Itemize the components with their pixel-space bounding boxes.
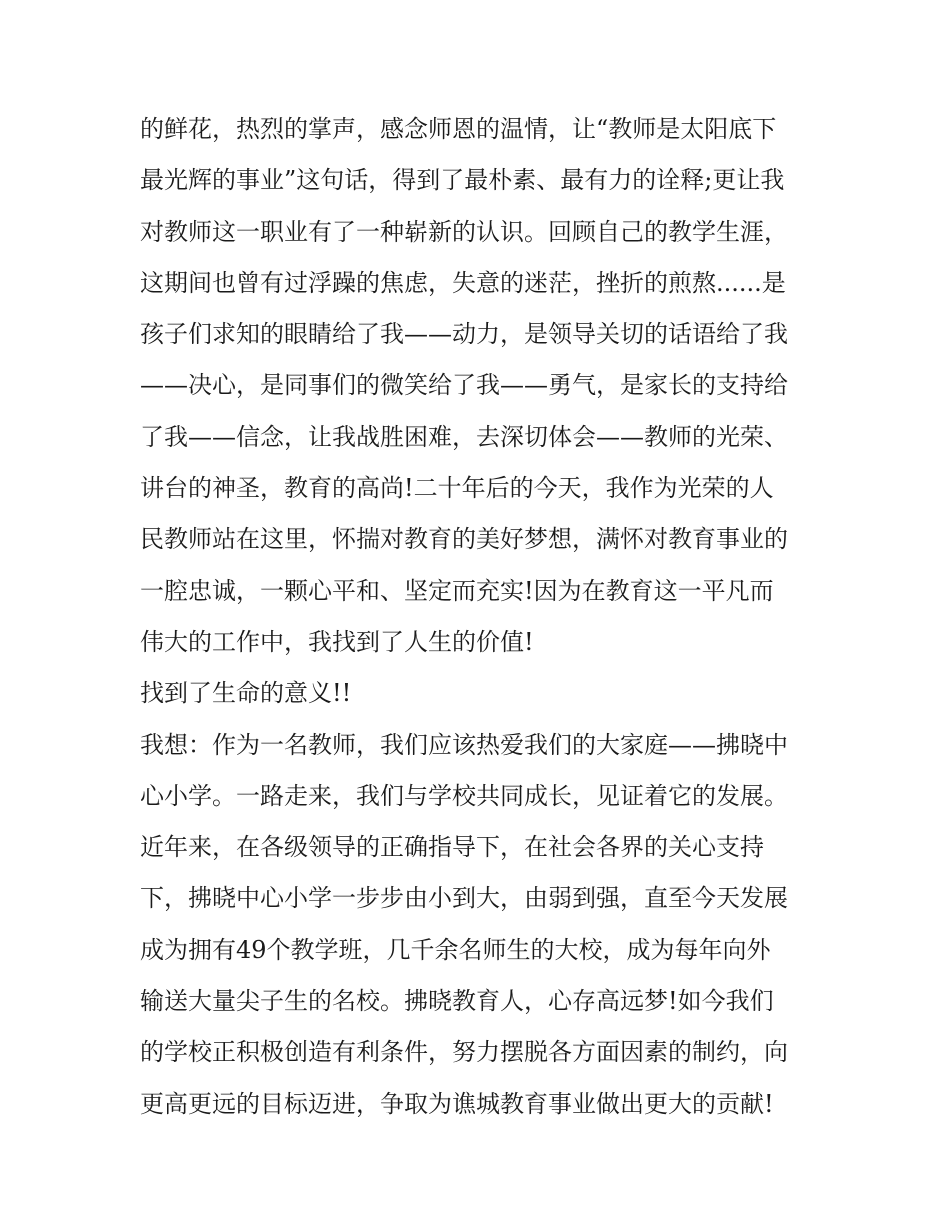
text-line: 最光辉的事业”这句话，得到了最朴素、最有力的诠释;更让我 — [140, 166, 785, 195]
text-line: 了我——信念，让我战胜困难，去深切体会——教师的光荣、 — [140, 422, 788, 451]
text-line: 近年来，在各级领导的正确指导下，在社会各界的关心支持 — [140, 833, 764, 862]
text-line: 心小学。一路走来，我们与学校共同成长，见证着它的发展。 — [140, 781, 788, 810]
text-line: 的鲜花，热烈的掌声，感念师恩的温情，让“教师是太阳底下 — [140, 115, 777, 143]
text-line: 这期间也曾有过浮躁的焦虑，失意的迷茫，挫折的煎熬......是 — [140, 268, 786, 297]
text-line: 伟大的工作中，我找到了人生的价值! — [140, 627, 534, 656]
text-line: 对教师这一职业有了一种崭新的认识。回顾自己的教学生涯， — [140, 217, 788, 246]
text-line: 下，拂晓中心小学一步步由小到大，由弱到强，直至今天发展 — [140, 884, 788, 913]
text-line: 讲台的神圣，教育的高尚!二十年后的今天，我作为光荣的人 — [140, 474, 774, 503]
text-line: 更高更远的目标迈进，争取为谯城教育事业做出更大的贡献! — [140, 1089, 774, 1118]
text-line: 成为拥有49个教学班，几千余名师生的大校，成为每年向外 — [140, 935, 771, 964]
text-line: 找到了生命的意义!! — [140, 679, 352, 708]
text-line: 孩子们求知的眼睛给了我——动力，是领导关切的话语给了我 — [140, 320, 788, 349]
body-text — [140, 104, 820, 1130]
text-line: 一腔忠诚，一颗心平和、坚定而充实!因为在教育这一平凡而 — [140, 576, 774, 605]
text-line: ——决心，是同事们的微笑给了我——勇气，是家长的支持给 — [140, 371, 788, 400]
text-line: 的学校正积极创造有利条件，努力摆脱各方面因素的制约，向 — [140, 1038, 788, 1067]
text-line: 我想：作为一名教师，我们应该热爱我们的大家庭——拂晓中 — [140, 730, 788, 759]
text-line: 民教师站在这里，怀揣对教育的美好梦想，满怀对教育事业的 — [140, 525, 788, 554]
text-line: 输送大量尖子生的名校。拂晓教育人，心存高远梦!如今我们 — [140, 987, 774, 1016]
